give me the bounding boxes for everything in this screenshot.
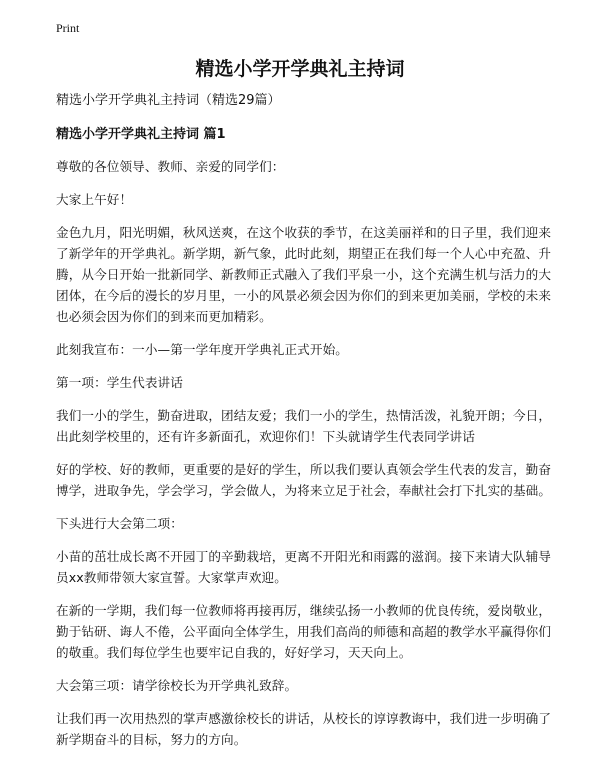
document-body <box>56 90 556 762</box>
document-subtitle: 精选小学开学典礼主持词（精选29篇） <box>56 93 281 108</box>
paragraph-oath: 小苗的茁壮成长离不开园丁的辛勤栽培，更离不开阳光和雨露的滋润。接下来请大队辅导员xx教师带领大家宣誓。大家掌声欢迎。 <box>56 549 552 585</box>
paragraph-item-three: 大会第三项：请学徐校长为开学典礼致辞。 <box>56 678 298 693</box>
paragraph-students: 我们一小的学生，勤奋进取，团结友爱；我们一小的学生，热情活泼，礼貌开朗；今日，出此刻学校里的，还有许多新面孔，欢迎你们！下头就请学生代表同学讲话 <box>56 408 552 444</box>
paragraph-item-two: 下头进行大会第二项： <box>56 516 183 531</box>
section-heading: 精选小学开学典礼主持词 篇1 <box>56 127 226 142</box>
paragraph-greeting: 尊敬的各位领导、教师、亲爱的同学们： <box>56 159 285 174</box>
paragraph-new-term: 在新的一学期，我们每一位教师将再接再厉，继续弘扬一小教师的优良传统，爱岗敬业，勤于钻研、诲人不倦，公平面向全体学生，用我们高尚的师德和高超的教学水平赢得你们的敬重。我们每位学生也要牢记自我的，好好学习，天天向上。 <box>56 603 552 660</box>
paragraph-announcement: 此刻我宣布：一小—第一学年度开学典礼正式开始。 <box>56 342 348 357</box>
paragraph-hello: 大家上午好！ <box>56 192 133 207</box>
paragraph-opening: 金色九月，阳光明媚，秋风送爽，在这个收获的季节，在这美丽祥和的日子里，我们迎来了新学年的开学典礼。新学期，新气象，此时此刻，期望正在我们每一个人心中充盈、升腾，从今日开始一批新同学、新教师正式融入了我们平泉一小，这个充满生机与活力的大团体，在今后的漫长的岁月里，一小的风景必须会因为你们的到来更加美丽，学校的未来也必须会因为你们的到来而更加精彩。 <box>56 225 552 324</box>
print-link[interactable]: Print <box>56 21 80 35</box>
paragraph-item-one: 第一项：学生代表讲话 <box>56 375 183 390</box>
paragraph-good-school: 好的学校、好的教师，更重要的是好的学生，所以我们要认真领会学生代表的发言，勤奋博学，进取争先，学会学习，学会做人，为将来立足于社会，奉献社会打下扎实的基础。 <box>56 462 552 498</box>
document-title: 精选小学开学典礼主持词 <box>195 58 405 80</box>
paragraph-closing: 让我们再一次用热烈的掌声感激徐校长的讲话，从校长的谆谆教诲中，我们进一步明确了新学期奋斗的目标，努力的方向。 <box>56 711 552 747</box>
